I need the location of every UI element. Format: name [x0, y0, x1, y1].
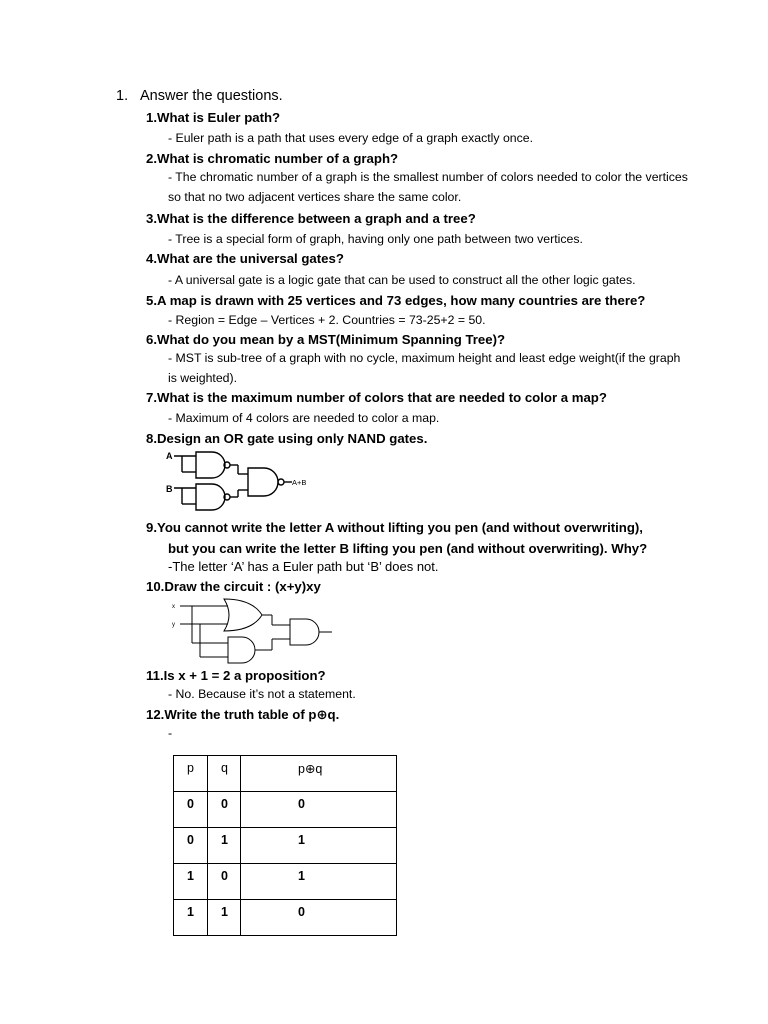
question-2: 2.What is chromatic number of a graph? [146, 151, 399, 166]
question-5: 5.A map is drawn with 25 vertices and 73 edges, how many countries are there? [146, 293, 646, 308]
table-row [174, 792, 397, 828]
answer-9: -The letter ‘A’ has a Euler path but ‘B’ does not. [168, 559, 439, 574]
table-cell: 1 [174, 864, 208, 900]
question-8: 8.Design an OR gate using only NAND gates. [146, 431, 428, 446]
question-1: 1.What is Euler path? [146, 110, 281, 125]
question-6: 6.What do you mean by a MST(Minimum Spanning Tree)? [146, 332, 506, 347]
section-heading [116, 88, 283, 104]
question-9-line-1: 9.You cannot write the letter A without lifting you pen (and without overwriting), [146, 520, 643, 535]
answer-11: - No. Because it’s not a statement. [168, 687, 356, 701]
table-row [174, 828, 397, 864]
table-row [174, 864, 397, 900]
table-cell: 1 [241, 828, 397, 864]
input-y-label: y [172, 622, 175, 628]
answer-7: - Maximum of 4 colors are needed to color a map. [168, 411, 440, 425]
table-row [174, 900, 397, 936]
truth-table [173, 755, 397, 936]
table-cell: 0 [241, 792, 397, 828]
table-cell: 0 [241, 900, 397, 936]
question-12: 12.Write the truth table of p⊕q. [146, 707, 340, 722]
nand-or-circuit [160, 448, 320, 516]
table-cell: 0 [208, 792, 241, 828]
question-4: 4.What are the universal gates? [146, 251, 344, 266]
table-cell: 1 [208, 900, 241, 936]
table-cell: 0 [174, 828, 208, 864]
answer-12: - [168, 726, 173, 740]
answer-1: - Euler path is a path that uses every edge of a graph exactly once. [168, 131, 534, 145]
answer-3: - Tree is a special form of graph, having only one path between two vertices. [168, 232, 583, 246]
xy-circuit [168, 597, 338, 665]
input-x-label: x [172, 604, 175, 610]
question-10: 10.Draw the circuit : (x+y)xy [146, 579, 321, 594]
table-cell: 0 [208, 864, 241, 900]
answer-6: - MST is sub-tree of a graph with no cycle, maximum height and least edge weight(if the graph is weighted). [168, 351, 681, 385]
question-3: 3.What is the difference between a graph and a tree? [146, 211, 476, 226]
table-cell: 0 [174, 792, 208, 828]
input-b-label: B [166, 484, 173, 494]
header-p: p [174, 756, 208, 792]
input-a-label: A [166, 451, 173, 461]
table-cell: 1 [208, 828, 241, 864]
answer-5: - Region = Edge – Vertices + 2. Countries = 73-25+2 = 50. [168, 313, 486, 327]
header-p-xor-q: p⊕q [241, 756, 397, 792]
question-11: 11.Is x + 1 = 2 a proposition? [146, 668, 326, 683]
output-label: A+B [292, 478, 307, 487]
table-header-row [174, 756, 397, 792]
question-9-line-2: but you can write the letter B lifting you pen (and without overwriting). Why? [168, 541, 648, 556]
heading-text: Answer the questions. [140, 88, 283, 104]
header-q: q [208, 756, 241, 792]
answer-4: - A universal gate is a logic gate that can be used to construct all the other logic gates. [168, 273, 636, 287]
table-cell: 1 [174, 900, 208, 936]
question-9 [146, 517, 686, 559]
table-cell: 1 [241, 864, 397, 900]
question-7: 7.What is the maximum number of colors that are needed to color a map? [146, 390, 607, 405]
answer-2: - The chromatic number of a graph is the smallest number of colors needed to color the vertices so that no two adjacent vertices share the same color. [168, 170, 688, 204]
heading-number: 1. [116, 88, 129, 104]
